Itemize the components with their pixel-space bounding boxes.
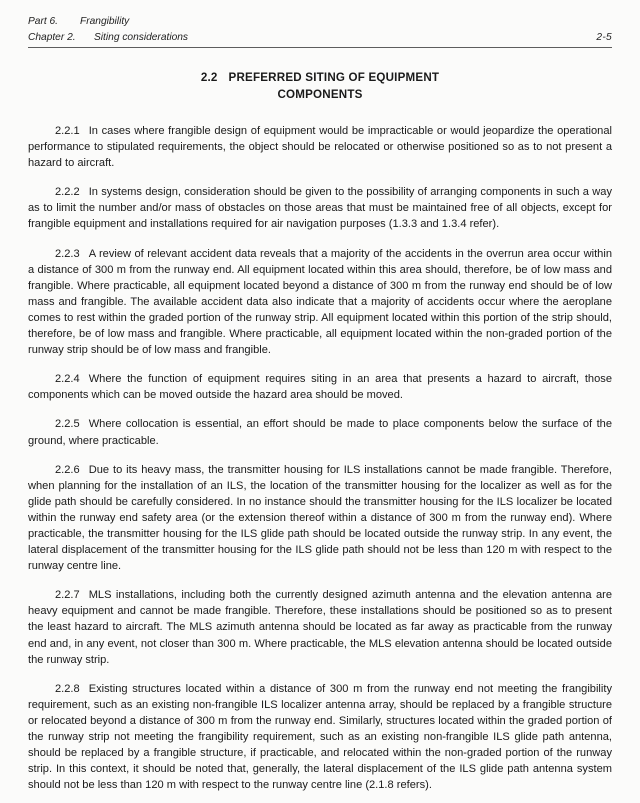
paragraph	[28, 681, 612, 794]
paragraph	[28, 416, 612, 448]
part-label: Part 6.	[28, 16, 59, 27]
paragraph-text: In systems design, consideration should be given to the possibility of arranging components in such a way as to limit the number and/or mass of obstacles on those areas that must be maintained free of all objects, except for frangible equipment and installations required for air navigation purposes (1.3.3 and 1.3.4 refer).	[28, 186, 612, 231]
paragraph	[28, 587, 612, 667]
paragraph-text: MLS installations, including both the currently designed azimuth antenna and the elevation antenna are heavy equipment and cannot be made frangible. Therefore, these installations should be positioned so as to present the least hazard to aircraft. The MLS azimuth antenna should be located as far away as practicable from the runway end and, in any event, not closer than 300 m. Where practicable, the MLS elevation antenna should be located outside the runway strip.	[28, 589, 612, 666]
paragraph	[28, 123, 612, 171]
section-title-line-2: COMPONENTS	[277, 87, 363, 101]
paragraph	[28, 371, 612, 403]
section-title-line-1: PREFERRED SITING OF EQUIPMENT	[228, 71, 440, 84]
paragraph-text: A review of relevant accident data reveals that a majority of the accidents in the overrun area occur within a distance of 300 m from the runway end. All equipment located within this area should, therefore, be of low mass and frangible. Where practicable, all equipment located beyond a distance of 300 m from the runway end should be of low mass and frangible. The available accident data also indicate that a majority of accidents occur where the aeroplane comes to rest within the graded portion of the runway strip. All equipment located within this portion of the strip should, therefore, be of low mass and frangible. Where practicable, all equipment located within the non-graded portion of the runway strip should be of low mass and frangible.	[28, 247, 612, 357]
paragraph-number: 2.2.8	[55, 682, 80, 695]
chapter-label: Chapter 2.	[28, 31, 76, 43]
paragraph-text: Where the function of equipment requires siting in an area that presents a hazard to aircraft, those components which can be moved outside the hazard area should be moved.	[28, 373, 612, 402]
paragraph-number: 2.2.7	[55, 589, 80, 602]
body-text	[28, 123, 612, 793]
running-head-part-line	[28, 14, 612, 30]
paragraph-text: In cases where frangible design of equipment would be impracticable or would jeopardize the operational performance to stipulated requirements, the object should be relocated or otherwise positioned so as to not present a hazard to aircraft.	[28, 125, 612, 170]
section-number: 2.2	[200, 71, 218, 84]
paragraph-number: 2.2.5	[55, 418, 80, 431]
paragraph	[28, 462, 612, 575]
paragraph-number: 2.2.2	[55, 186, 80, 199]
paragraph-number: 2.2.4	[55, 373, 80, 386]
running-head-chapter-line	[28, 30, 612, 46]
page-number: 2-5	[596, 31, 612, 43]
paragraph	[28, 184, 612, 232]
paragraph-text: Due to its heavy mass, the transmitter housing for ILS installations cannot be made frangible. Therefore, when planning for the installation of an ILS, the location of the transmitter housing for the localizer as well as for the glide path should be carefully considered. In no instance should the transmitter housing for the ILS localizer be located within the runway end safety area (or the extension thereof within a distance of 300 m from the runway end). Where practicable, the transmitter housing for the ILS glide path should be located outside the runway strip. In any event, the lateral displacement of the transmitter housing for the ILS glide path should not be less than 120 m with respect to the runway centre line.	[28, 463, 612, 573]
chapter-title: Siting considerations	[94, 31, 189, 43]
paragraph	[28, 246, 612, 359]
section-heading	[28, 70, 612, 103]
page-content	[28, 14, 612, 793]
header-divider	[28, 47, 612, 48]
paragraph-number: 2.2.3	[55, 247, 80, 260]
paragraph-number: 2.2.1	[55, 125, 80, 137]
paragraph-text: Existing structures located within a distance of 300 m from the runway end not meeting the frangibility requirement, such as an existing non-frangible ILS localizer antenna array, should be replaced by a frangible structure or relocated beyond a distance of 300 m from the runway end. Similarly, structures located within the graded portion of the runway strip not meeting the frangibility requirement, such as an existing non-frangible ILS glide path antenna, should be replaced by a frangible structure, if practicable, and relocated within the non-graded portion of the runway strip. In this context, it should be noted that, generally, the lateral displacement of the ILS glide path antenna system should not be less than 120 m with respect to the runway centre line (2.1.8 refers).	[28, 682, 612, 792]
running-head	[28, 14, 612, 45]
part-title: Frangibility	[80, 16, 130, 27]
paragraph-number: 2.2.6	[55, 463, 80, 476]
paragraph-text: Where collocation is essential, an effort should be made to place components below the surface of the ground, where practicable.	[28, 418, 612, 447]
